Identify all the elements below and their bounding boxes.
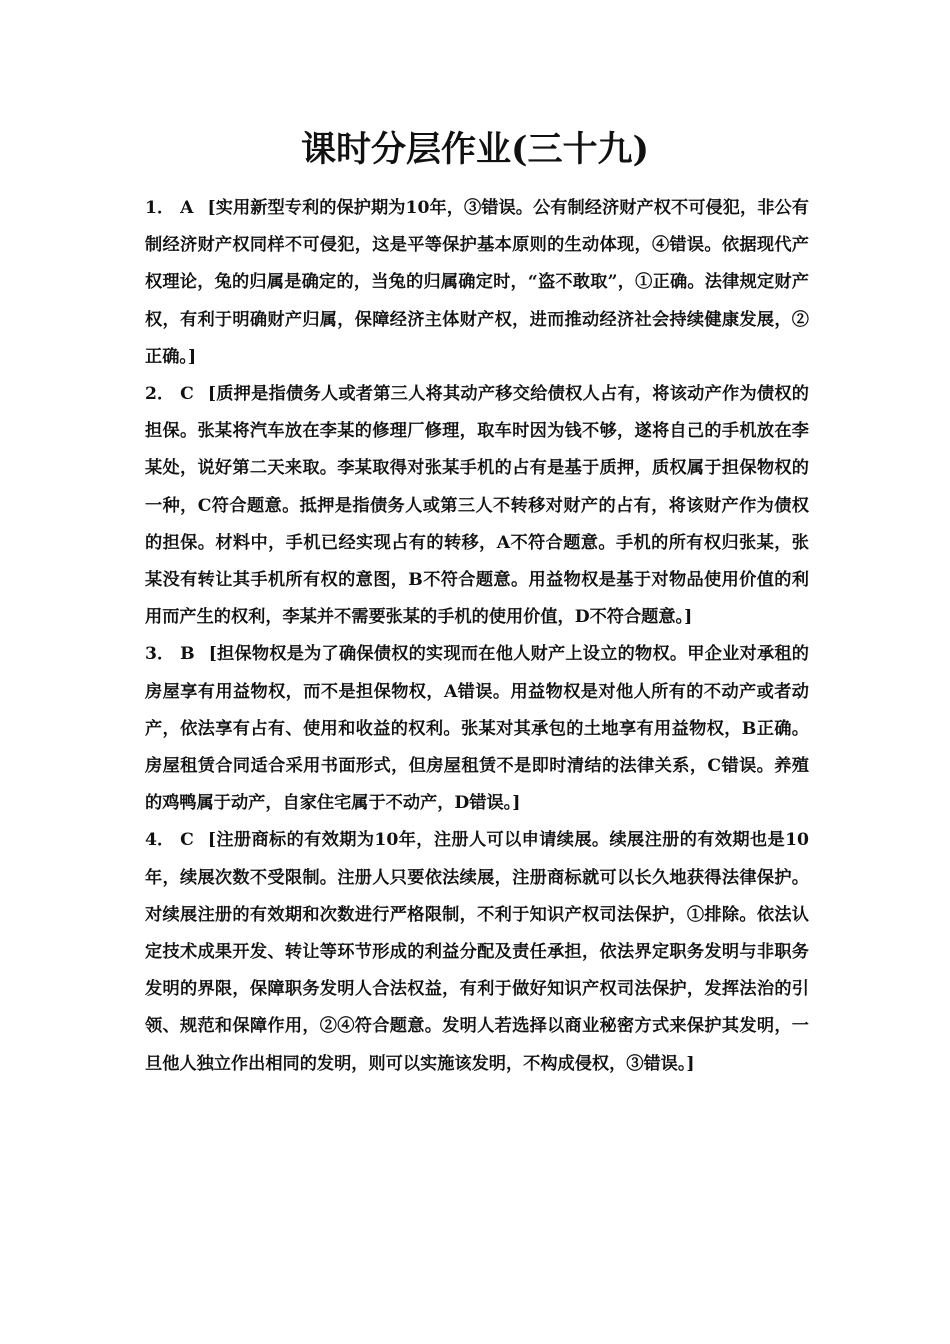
item-answer: B: [180, 644, 195, 665]
page-title: 课时分层作业(三十九): [300, 129, 650, 170]
item-answer: A: [180, 198, 194, 218]
item-number: 1．: [145, 198, 175, 218]
item-explanation: [实用新型专利的保护期为10年，③错误。公有制经济财产权不可侵犯，非公有制经济财产权同样不可侵犯，这是平等保护基本原则的生动体现，④错误。依据现代产权理论，兔的归属是确定的，当兔的归属确定时，“盗不敢取”，①正确。法律规定财产权，有利于明确财产归属，保障经济主体财产权，进而推动经济社会持续健康发展，②正确。]: [145, 198, 809, 367]
answer-item-3: [145, 636, 809, 822]
item-answer: C: [180, 830, 194, 851]
item-number: 3．: [145, 644, 175, 665]
item-explanation: [担保物权是为了确保债权的实现而在他人财产上设立的物权。甲企业对承租的房屋享有用益物权，而不是担保物权，A错误。用益物权是对他人所有的不动产或者动产，依法享有占有、使用和收益的权利。张某对其承包的土地享有用益物权，B正确。房屋租赁合同适合采用书面形式，但房屋租赁不是即时清结的法律关系，C错误。养殖的鸡鸭属于动产，自家住宅属于不动产，D错误。]: [145, 644, 809, 814]
answer-item-1: [145, 190, 809, 376]
item-explanation: [质押是指债务人或者第三人将其动产移交给债权人占有，将该动产作为债权的担保。张某将汽车放在李某的修理厂修理，取车时因为钱不够，遂将自己的手机放在李某处，说好第二天来取。李某取得对张某手机的占有是基于质押，质权属于担保物权的一种，C符合题意。抵押是指债务人或第三人不转移对财产的占有，将该财产作为债权的担保。材料中，手机已经实现占有的转移，A不符合题意。手机的所有权归张某，张某没有转让其手机所有权的意图，B不符合题意。用益物权是基于对物品使用价值的利用而产生的权利，李某并不需要张某的手机的使用价值，D不符合题意。]: [145, 384, 809, 628]
item-explanation: [注册商标的有效期为10年，注册人可以申请续展。续展注册的有效期也是10年，续展次数不受限制。注册人只要依法续展，注册商标就可以长久地获得法律保护。对续展注册的有效期和次数进行严格限制，不利于知识产权司法保护，①排除。依法认定技术成果开发、转让等环节形成的利益分配及责任承担，依法界定职务发明与非职务发明的界限，保障职务发明人合法权益，有利于做好知识产权司法保护，发挥法治的引领、规范和保障作用，②④符合题意。发明人若选择以商业秘密方式来保护其发明，一旦他人独立作出相同的发明，则可以实施该发明，不构成侵权，③错误。]: [145, 830, 809, 1074]
answer-item-2: [145, 376, 809, 636]
item-number: 4．: [145, 830, 175, 851]
answer-item-4: [145, 822, 809, 1082]
item-number: 2．: [145, 384, 175, 405]
answer-list: [145, 190, 809, 1083]
item-answer: C: [180, 384, 194, 405]
